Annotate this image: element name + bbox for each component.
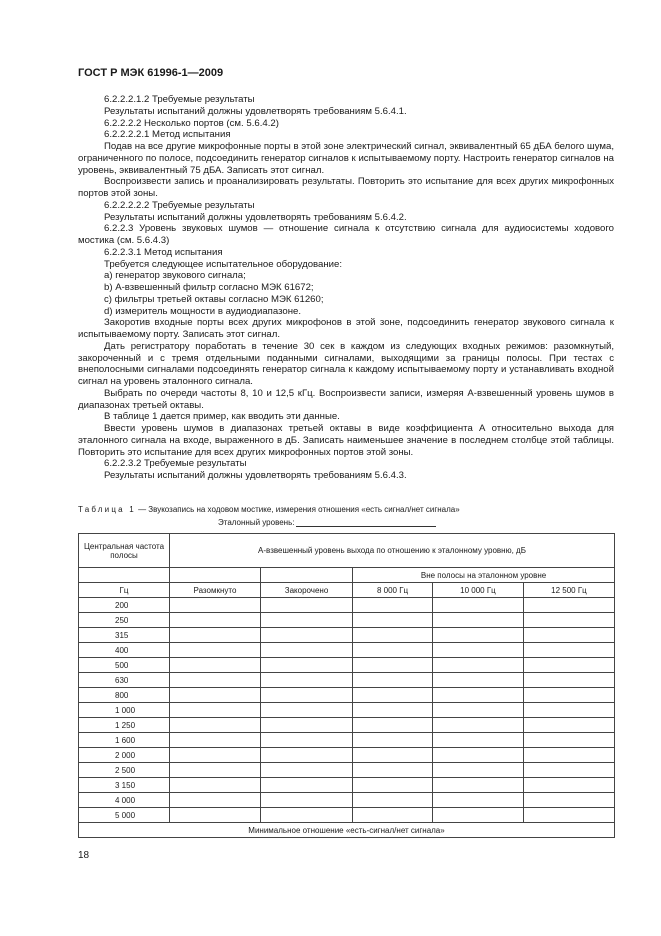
value-cell: [353, 598, 433, 613]
value-cell: [260, 658, 352, 673]
value-cell: [353, 733, 433, 748]
frequency-cell: 500: [79, 658, 170, 673]
value-cell: [353, 718, 433, 733]
paragraph: Дать регистратору поработать в течение 30 сек в каждом из следующих входных режимов: разомкнутый, закороченный и с тремя отдельными поданными сигналами, выходящими за границы полосы. При тестах с внеполосными сигналами подсоединять генератор сигнала к каждому испытываемому порту и устанавливать входной сигнал на уровень эталонного сигнала.: [78, 340, 614, 387]
value-cell: [260, 808, 352, 823]
table-footer-row: [79, 823, 615, 838]
value-cell: [523, 688, 614, 703]
value-cell: [433, 628, 524, 643]
unit-header: 10 000 Гц: [433, 583, 524, 598]
table-caption: [78, 505, 460, 514]
frequency-cell: 3 150: [79, 778, 170, 793]
value-cell: [523, 748, 614, 763]
value-cell: [170, 598, 261, 613]
value-cell: [433, 613, 524, 628]
body-text: [78, 94, 614, 482]
frequency-cell: 200: [79, 598, 170, 613]
paragraph: Результаты испытаний должны удовлетворять требованиям 5.6.4.2.: [104, 211, 407, 223]
reference-level: [218, 518, 436, 527]
table-row: [79, 658, 615, 673]
value-cell: [170, 703, 261, 718]
frequency-cell: 1 000: [79, 703, 170, 718]
value-cell: [523, 628, 614, 643]
paragraph: 6.2.2.3.1 Метод испытания: [104, 246, 223, 258]
table-row: [79, 733, 615, 748]
unit-header: 12 500 Гц: [523, 583, 614, 598]
value-cell: [433, 778, 524, 793]
value-cell: [170, 658, 261, 673]
value-cell: [523, 703, 614, 718]
paragraph: Результаты испытаний должны удовлетворять требованиям 5.6.4.1.: [104, 105, 407, 117]
value-cell: [170, 718, 261, 733]
value-cell: [353, 628, 433, 643]
col-header-frequency: Центральная частота полосы: [79, 534, 170, 568]
value-cell: [433, 643, 524, 658]
value-cell: [170, 733, 261, 748]
table-row: [79, 808, 615, 823]
value-cell: [353, 643, 433, 658]
value-cell: [433, 688, 524, 703]
value-cell: [433, 748, 524, 763]
value-cell: [260, 643, 352, 658]
table-subheader-row: [79, 568, 615, 583]
value-cell: [353, 793, 433, 808]
col-header-main: А-взвешенный уровень выхода по отношению к эталонному уровню, дБ: [170, 534, 615, 568]
value-cell: [260, 778, 352, 793]
paragraph: c) фильтры третьей октавы согласно МЭК 61260;: [104, 293, 324, 305]
col-header-out-of-band: Вне полосы на эталонном уровне: [353, 568, 615, 583]
value-cell: [260, 628, 352, 643]
value-cell: [170, 763, 261, 778]
paragraph: b) А-взвешенный фильтр согласно МЭК 61672;: [104, 282, 314, 293]
paragraph: 6.2.2.2.2.2 Требуемые результаты: [104, 199, 255, 211]
value-cell: [433, 598, 524, 613]
value-cell: [170, 748, 261, 763]
reference-level-label: Эталонный уровень:: [218, 518, 295, 527]
frequency-cell: 4 000: [79, 793, 170, 808]
unit-header: Разомкнуто: [170, 583, 261, 598]
value-cell: [353, 613, 433, 628]
value-cell: [260, 763, 352, 778]
value-cell: [523, 778, 614, 793]
value-cell: [433, 658, 524, 673]
paragraph: a) генератор звукового сигнала;: [104, 270, 246, 282]
table-row: [79, 688, 615, 703]
value-cell: [353, 673, 433, 688]
table-row: [79, 748, 615, 763]
document-header: ГОСТ Р МЭК 61996-1—2009: [78, 67, 224, 79]
value-cell: [433, 718, 524, 733]
table-caption-text: — Звукозапись на ходовом мостике, измерения отношения «есть сигнал/нет сигнала»: [135, 505, 460, 514]
value-cell: [260, 703, 352, 718]
value-cell: [433, 808, 524, 823]
paragraph: Воспроизвести запись и проанализировать результаты. Повторить это испытание для всех других микрофонных портов этой зоны.: [78, 176, 614, 199]
table-row: [79, 643, 615, 658]
page-number: 18: [78, 850, 90, 861]
paragraph: В таблице 1 дается пример, как вводить эти данные.: [104, 411, 340, 423]
measurement-table: [78, 533, 615, 838]
value-cell: [260, 718, 352, 733]
value-cell: [260, 748, 352, 763]
value-cell: [170, 778, 261, 793]
paragraph: Требуется следующее испытательное оборудование:: [104, 258, 343, 270]
value-cell: [433, 733, 524, 748]
table-row: [79, 793, 615, 808]
footer-cell: Минимальное отношение «есть-сигнал/нет сигнала»: [79, 823, 615, 838]
frequency-cell: 630: [79, 673, 170, 688]
value-cell: [260, 673, 352, 688]
value-cell: [523, 733, 614, 748]
value-cell: [170, 673, 261, 688]
unit-header: Гц: [79, 583, 170, 598]
paragraph: Результаты испытаний должны удовлетворять требованиям 5.6.4.3.: [104, 470, 407, 481]
table-caption-label: Таблица 1: [78, 505, 136, 514]
paragraph: 6.2.2.3 Уровень звуковых шумов — отношение сигнала к отсутствию сигнала для аудиосистемы ходового мостика (см. 5.6.4.3): [78, 223, 614, 246]
frequency-cell: 1 600: [79, 733, 170, 748]
paragraph: Ввести уровень шумов в диапазонах третьей октавы в виде коэффициента А относительно выхода для эталонного сигнала на входе, выраженного в дБ. Записать наименьшее значение в последнем столбце этой таблицы. Повторить это испытание для всех других микрофонных портов этой зоны.: [78, 423, 614, 458]
value-cell: [170, 613, 261, 628]
value-cell: [523, 643, 614, 658]
paragraph: Подав на все другие микрофонные порты в этой зоне электрический сигнал, эквивалентный 65 дБА белого шума, ограниченного по полосе, подсоединить генератор сигналов к испытываемому порту. Настроить генератор сигналов на уровень, эквивалентный 75 дБА. Записать этот сигнал.: [78, 141, 614, 176]
value-cell: [170, 688, 261, 703]
paragraph: 6.2.2.2.2 Несколько портов (см. 5.6.4.2): [104, 117, 279, 129]
frequency-cell: 315: [79, 628, 170, 643]
frequency-cell: 250: [79, 613, 170, 628]
frequency-cell: 2 500: [79, 763, 170, 778]
value-cell: [170, 808, 261, 823]
value-cell: [433, 703, 524, 718]
value-cell: [260, 598, 352, 613]
paragraph: Выбрать по очереди частоты 8, 10 и 12,5 кГц. Воспроизвести записи, измеряя А-взвешенный уровень шумов в диапазонах третьей октавы.: [78, 387, 614, 411]
paragraph: 6.2.2.2.2.1 Метод испытания: [104, 129, 231, 141]
paragraph: 6.2.2.2.1.2 Требуемые результаты: [104, 94, 255, 105]
table-row: [79, 718, 615, 733]
value-cell: [170, 643, 261, 658]
value-cell: [353, 688, 433, 703]
value-cell: [170, 628, 261, 643]
value-cell: [353, 703, 433, 718]
table-row: [79, 763, 615, 778]
value-cell: [523, 598, 614, 613]
value-cell: [353, 658, 433, 673]
table-row: [79, 778, 615, 793]
frequency-cell: 400: [79, 643, 170, 658]
value-cell: [523, 793, 614, 808]
value-cell: [260, 733, 352, 748]
value-cell: [523, 718, 614, 733]
value-cell: [353, 763, 433, 778]
value-cell: [433, 763, 524, 778]
paragraph: Закоротив входные порты всех других микрофонов в этой зоне, подсоединить генератор звукового сигнала к испытываемому порту. Записать этот сигнал.: [78, 317, 614, 340]
value-cell: [523, 763, 614, 778]
value-cell: [353, 748, 433, 763]
table-row: [79, 703, 615, 718]
value-cell: [523, 808, 614, 823]
value-cell: [523, 658, 614, 673]
value-cell: [523, 673, 614, 688]
value-cell: [170, 793, 261, 808]
table-units-row: [79, 583, 615, 598]
value-cell: [260, 613, 352, 628]
paragraph: d) измеритель мощности в аудиодиапазоне.: [104, 305, 302, 317]
frequency-cell: 1 250: [79, 718, 170, 733]
table-row: [79, 628, 615, 643]
value-cell: [353, 778, 433, 793]
table-header-row: [79, 534, 615, 568]
value-cell: [433, 673, 524, 688]
frequency-cell: 2 000: [79, 748, 170, 763]
frequency-cell: 800: [79, 688, 170, 703]
table-row: [79, 673, 615, 688]
unit-header: 8 000 Гц: [353, 583, 433, 598]
value-cell: [523, 613, 614, 628]
table-row: [79, 613, 615, 628]
value-cell: [433, 793, 524, 808]
unit-header: Закорочено: [260, 583, 352, 598]
value-cell: [353, 808, 433, 823]
frequency-cell: 5 000: [79, 808, 170, 823]
value-cell: [260, 793, 352, 808]
table-row: [79, 598, 615, 613]
reference-level-blank: [296, 518, 436, 527]
value-cell: [260, 688, 352, 703]
paragraph: 6.2.2.3.2 Требуемые результаты: [104, 458, 247, 470]
